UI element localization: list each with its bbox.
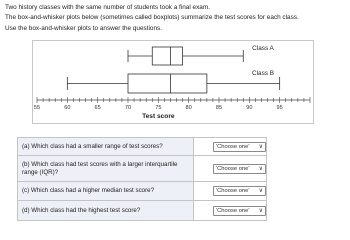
x-tick-label: 55 [33, 105, 41, 111]
chevron-down-icon: ∨ [258, 207, 263, 214]
x-tick-label: 70 [124, 105, 132, 111]
answer-select-c[interactable] [213, 186, 266, 196]
question-text: (b) Which class had test scores with a larger interquartile range (IQR)? [18, 156, 194, 181]
select-value: 'Choose one' [216, 165, 250, 172]
question-text: (c) Which class had a higher median test score? [18, 182, 194, 200]
answer-select-d[interactable] [213, 206, 266, 216]
question-row [18, 138, 266, 155]
question-row [18, 200, 266, 220]
question-text: (a) Which class had a smaller range of test scores? [18, 138, 194, 155]
x-tick-label: 80 [185, 105, 192, 111]
x-tick-label: 95 [276, 105, 283, 111]
answer-select-a[interactable] [213, 142, 266, 152]
select-value: 'Choose one' [216, 188, 250, 194]
series-label: Class B [251, 70, 275, 77]
answer-select-b[interactable] [213, 164, 266, 174]
intro-line-2: The box-and-whisker plots below (sometimes called boxplots) summarize the test scores for each class. [5, 14, 299, 22]
intro-line-1: Two history classes with the same number of students took a final exam. [5, 4, 210, 11]
series-label: Class A [252, 45, 274, 52]
x-tick-label: 60 [64, 105, 71, 111]
question-row [18, 181, 266, 200]
x-axis-label: Test score [142, 113, 175, 120]
x-tick-label: 65 [94, 105, 101, 111]
x-tick-label: 90 [246, 105, 253, 111]
chevron-down-icon: ∨ [258, 188, 263, 194]
x-tick-label: 85 [215, 105, 223, 111]
chevron-down-icon: ∨ [258, 165, 263, 172]
chevron-down-icon: ∨ [258, 143, 263, 150]
select-value: 'Choose one' [216, 207, 250, 214]
box-iqr [128, 74, 207, 93]
instructions [5, 4, 345, 33]
questions-table [17, 137, 267, 221]
box-iqr [152, 47, 182, 65]
x-tick-label: 75 [155, 105, 162, 111]
boxplot-figure [32, 40, 314, 124]
intro-line-3: Use the box-and-whisker plots to answer the questions. [5, 24, 163, 32]
boxplot-chart [33, 41, 315, 125]
select-value: 'Choose one' [216, 143, 250, 150]
question-row [18, 155, 266, 181]
question-text: (d) Which class had the highest test score? [18, 201, 194, 220]
